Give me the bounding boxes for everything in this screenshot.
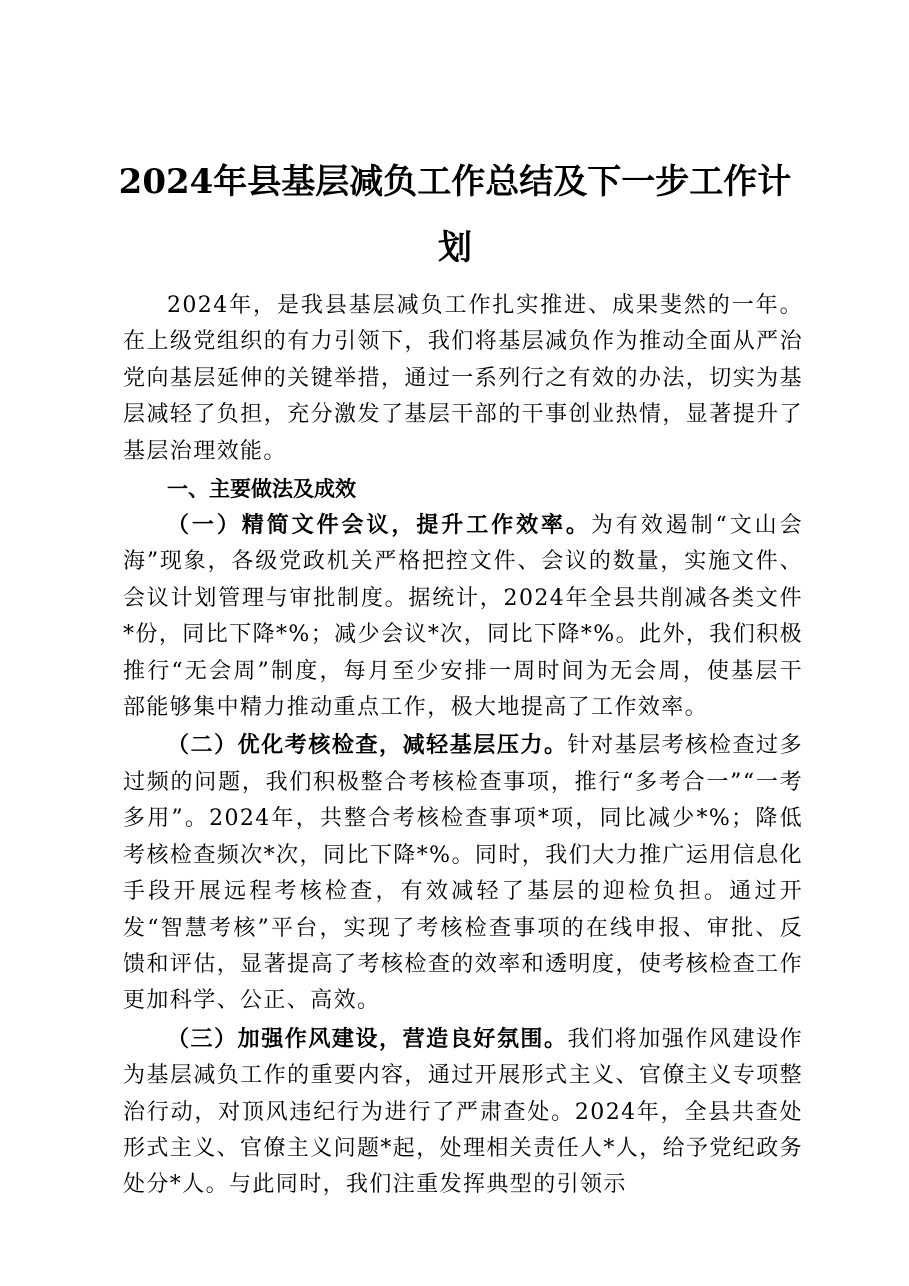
paragraph-item-1 — [123, 507, 803, 726]
paragraph-item-3 — [123, 1021, 803, 1204]
section-heading-main-measures: 一、主要做法及成效 — [167, 477, 356, 502]
item-3-body: 我们将加强作风建设作为基层减负工作的重要内容，通过开展形式主义、官僚主义专项整治行动，对顶风违纪行为进行了严肃查处。2024年，全县共查处形式主义、官僚主义问题*起，处理相关责任人*人，给予党纪政务处分*人。与此同时，我们注重发挥典型的引领示 — [123, 1026, 804, 1198]
paragraph-item-2 — [123, 727, 803, 1019]
document-body — [123, 288, 803, 1205]
intro-paragraph: 2024年，是我县基层减负工作扎实推进、成果斐然的一年。在上级党组织的有力引领下，我们将基层减负作为推动全面从严治党向基层延伸的关键举措，通过一系列行之有效的办法，切实为基层减轻了负担，充分激发了基层干部的干事创业热情，显著提升了基层治理效能。 — [123, 293, 803, 464]
item-3-lead: （三）加强作风建设，营造良好氛围。 — [167, 1025, 568, 1052]
document-title-line-2: 划 — [438, 228, 472, 268]
item-1-body: 为有效遏制“文山会海”现象，各级党政机关严格把控文件、会议的数量，实施文件、会议计划管理与审批制度。据统计，2024年全县共削减各类文件*份，同比下降*%；减少会议*次，同比下降*%。此外，我们积极推行“无会周”制度，每月至少安排一周时间为无会周，使基层干部能够集中精力推动重点工作，极大地提高了工作效率。 — [123, 513, 803, 721]
document-title-line-1: 2024年县基层减负工作总结及下一步工作计 — [118, 162, 792, 202]
item-1-lead: （一）精简文件会议，提升工作效率。 — [167, 512, 591, 539]
item-2-lead: （二）优化考核检查，减轻基层压力。 — [167, 732, 568, 759]
item-2-body: 针对基层考核检查过多过频的问题，我们积极整合考核检查事项，推行“多考合一”“一考多用”。2024年，共整合考核检查事项*项，同比减少*%；降低考核检查频次*次，同比下降*%。同时，我们大力推广运用信息化手段开展远程考核检查，有效减轻了基层的迎检负担。通过开发“智慧考核”平台，实现了考核检查事项的在线申报、审批、反馈和评估，显著提高了考核检查的效率和透明度，使考核检查工作更加科学、公正、高效。 — [123, 733, 803, 1014]
